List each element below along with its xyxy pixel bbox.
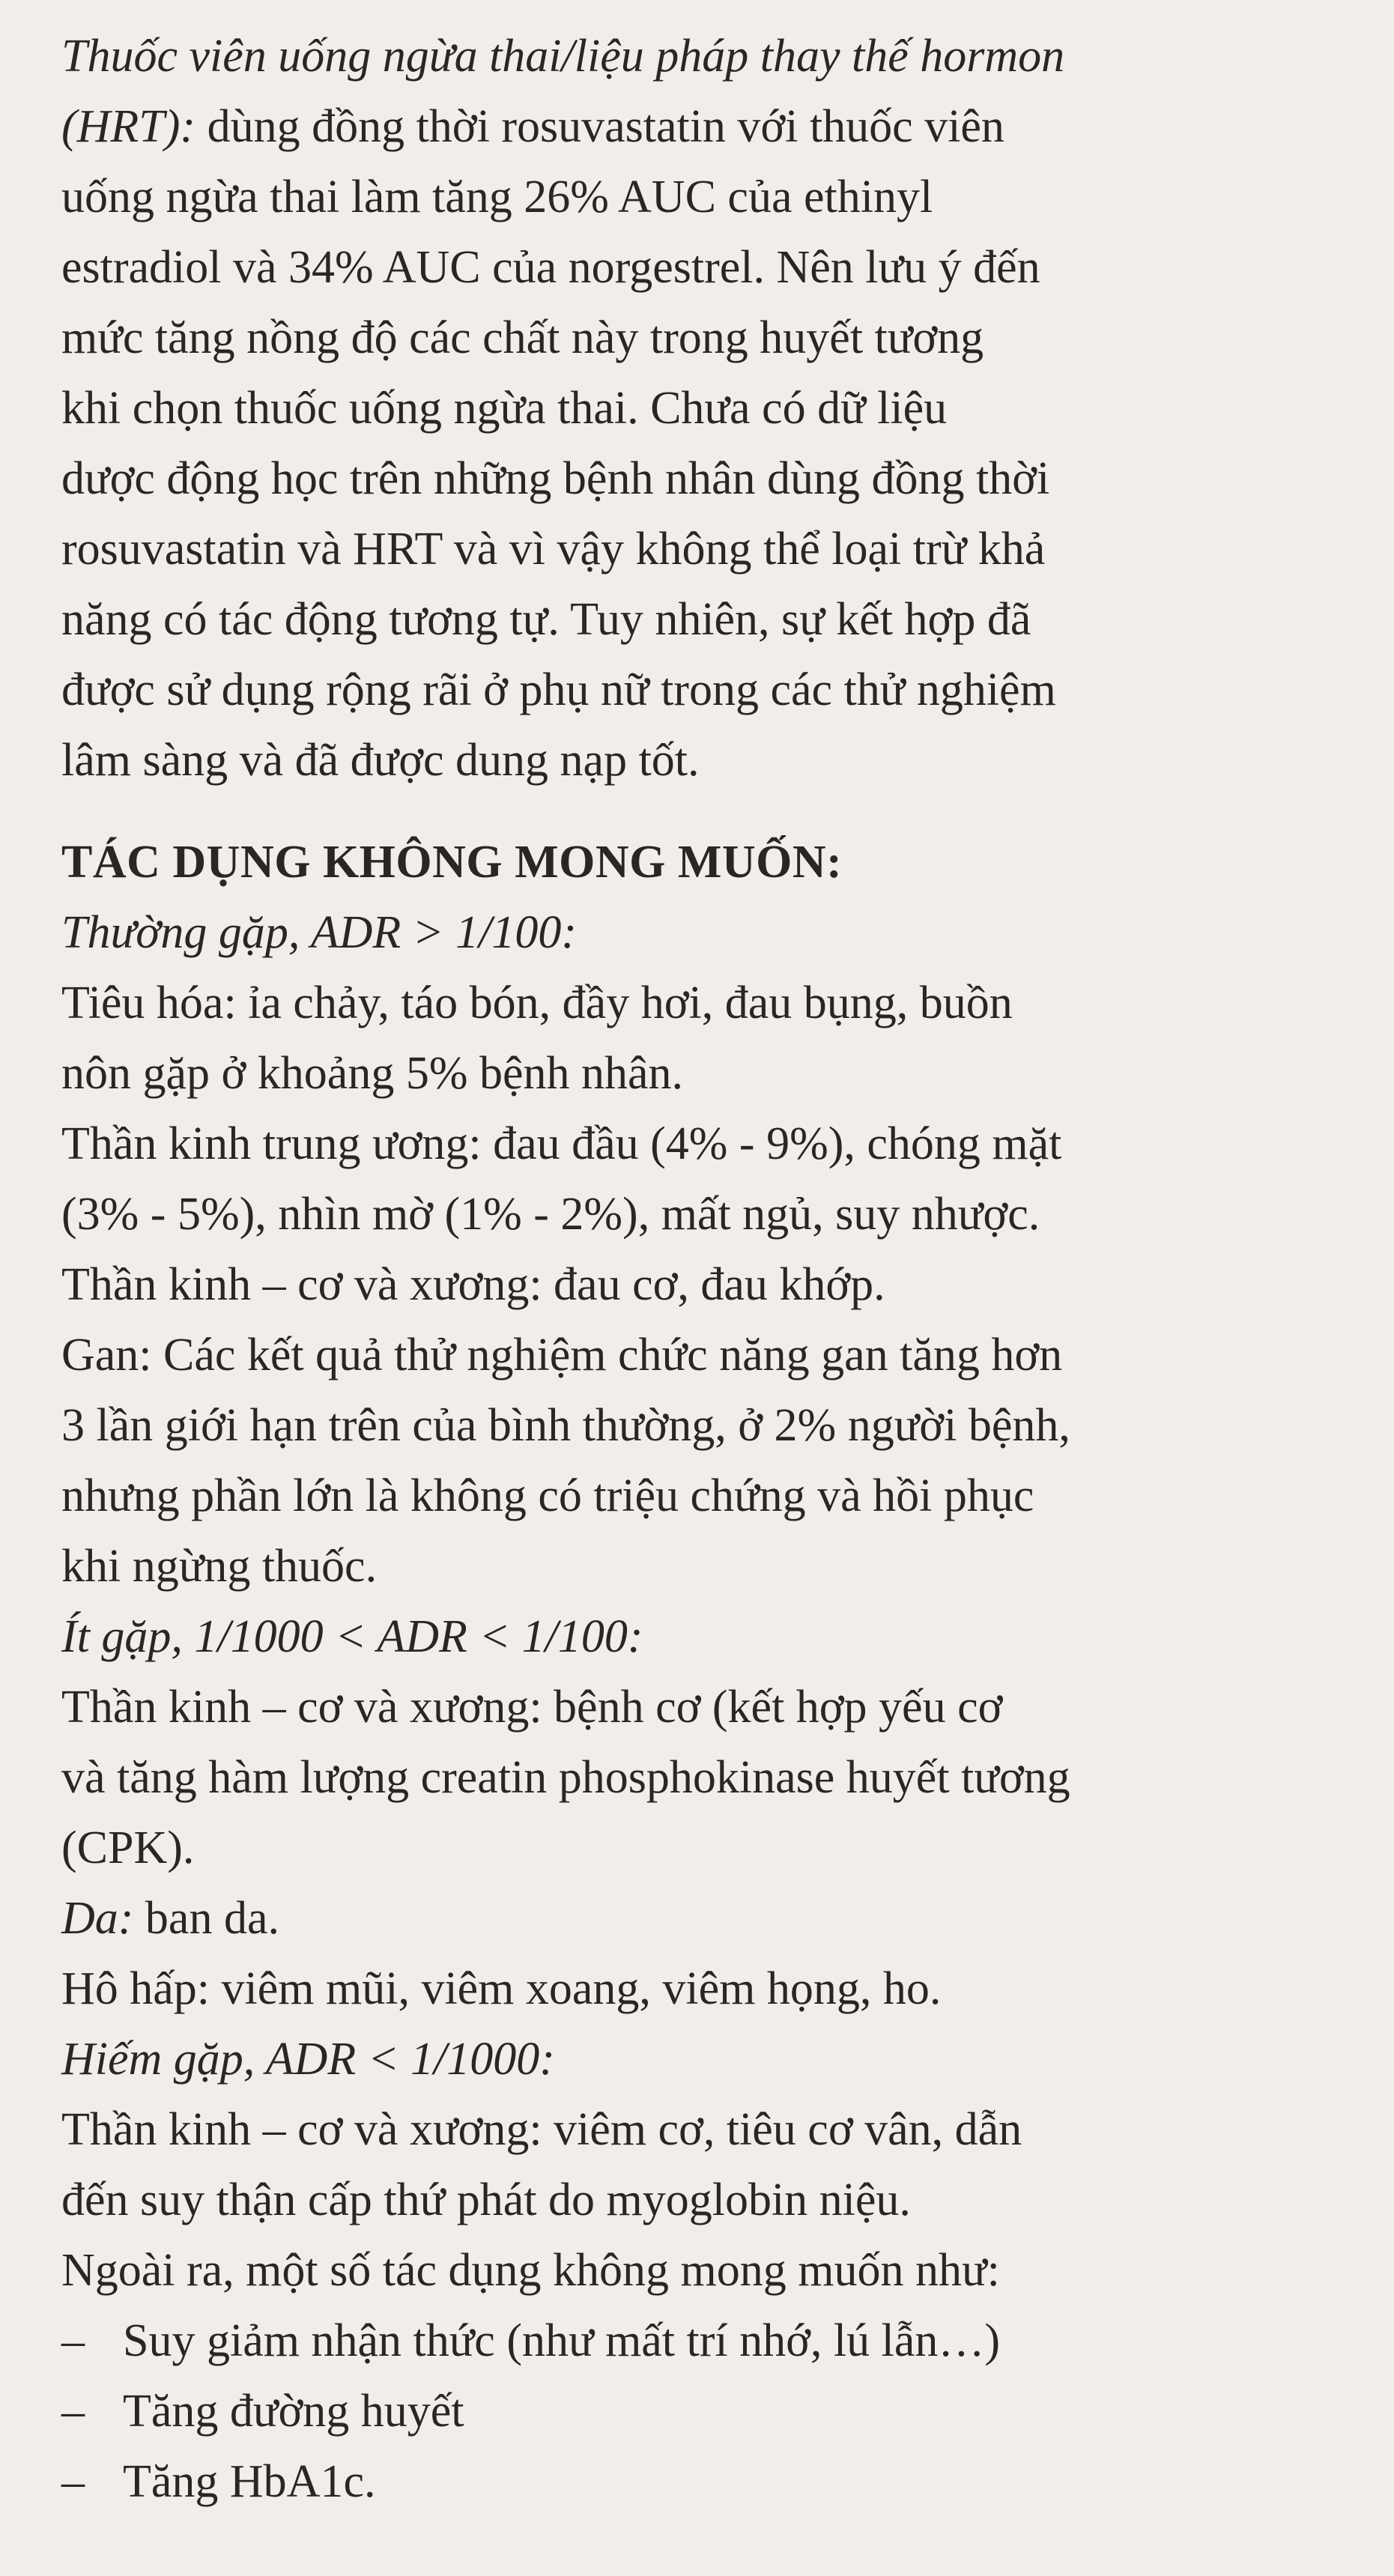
text-line: (CPK). (61, 1822, 195, 1873)
text-line: 3 lần giới hạn trên của bình thường, ở 2% người bệnh, (61, 1400, 1070, 1451)
list-item (61, 2306, 1380, 2376)
text-line (61, 91, 1380, 162)
text-line: và tăng hàm lượng creatin phosphokinase huyết tương (61, 1752, 1070, 1803)
text-line: (3% - 5%), nhìn mờ (1% - 2%), mất ngủ, suy nhược. (61, 1189, 1040, 1240)
text-line: Thần kinh – cơ và xương: bệnh cơ (kết hợp yếu cơ (61, 1682, 1003, 1733)
text-line: dược động học trên những bệnh nhân dùng đồng thời (61, 453, 1050, 504)
text-line: Thần kinh – cơ và xương: đau cơ, đau khớp. (61, 1259, 885, 1310)
text-line: lâm sàng và đã được dung nạp tốt. (61, 735, 700, 786)
text-line: uống ngừa thai làm tăng 26% AUC của ethinyl (61, 172, 933, 222)
section-heading: TÁC DỤNG KHÔNG MONG MUỐN: (61, 837, 843, 888)
text-line: khi ngừng thuốc. (61, 1541, 378, 1592)
text-line: Thần kinh trung ương: đau đầu (4% - 9%), chóng mặt (61, 1118, 1062, 1169)
subsection-title-common: Thường gặp, ADR > 1/100: (61, 907, 577, 958)
text-line: đến suy thận cấp thứ phát do myoglobin niệu. (61, 2175, 911, 2225)
dash-marker: – (61, 2315, 85, 2366)
list-item (61, 2446, 1380, 2517)
text-line: được sử dụng rộng rãi ở phụ nữ trong các thử nghiệm (61, 664, 1056, 715)
document-page (61, 21, 1380, 2517)
text-run: dùng đồng thời rosuvastatin với thuốc viên (196, 101, 1004, 152)
text-line: estradiol và 34% AUC của norgestrel. Nên lưu ý đến (61, 242, 1040, 293)
text-line: Tiêu hóa: ỉa chảy, táo bón, đầy hơi, đau bụng, buồn (61, 978, 1013, 1028)
text-line: Thần kinh – cơ và xương: viêm cơ, tiêu cơ vân, dẫn (61, 2104, 1022, 2155)
text-run: ban da. (133, 1893, 279, 1944)
text-line: nhưng phần lớn là không có triệu chứng và hồi phục (61, 1470, 1034, 1521)
list-item-text: Tăng đường huyết (123, 2386, 464, 2437)
text-line: năng có tác động tương tự. Tuy nhiên, sự kết hợp đã (61, 594, 1031, 645)
italic-term: (HRT): (61, 101, 196, 152)
text-line: nôn gặp ở khoảng 5% bệnh nhân. (61, 1048, 684, 1099)
text-line: Thuốc viên uống ngừa thai/liệu pháp thay thế hormon (61, 31, 1065, 82)
dash-marker: – (61, 2456, 85, 2507)
list-item (61, 2376, 1380, 2446)
text-line: mức tăng nồng độ các chất này trong huyết tương (61, 312, 984, 363)
italic-term: Da: (61, 1893, 134, 1944)
list-item-text: Tăng HbA1c. (123, 2456, 376, 2507)
text-line: Ngoài ra, một số tác dụng không mong muốn như: (61, 2245, 1000, 2296)
text-line: khi chọn thuốc uống ngừa thai. Chưa có dữ liệu (61, 383, 948, 434)
dash-marker: – (61, 2386, 85, 2437)
subsection-title-uncommon: Ít gặp, 1/1000 < ADR < 1/100: (61, 1611, 643, 1662)
text-line: Hô hấp: viêm mũi, viêm xoang, viêm họng, ho. (61, 1963, 942, 2014)
text-line (61, 1883, 1380, 1954)
text-line: Gan: Các kết quả thử nghiệm chức năng gan tăng hơn (61, 1330, 1063, 1381)
list-item-text: Suy giảm nhận thức (như mất trí nhớ, lú lẫn…) (123, 2315, 1001, 2366)
text-line: rosuvastatin và HRT và vì vậy không thể loại trừ khả (61, 524, 1046, 575)
subsection-title-rare: Hiếm gặp, ADR < 1/1000: (61, 2034, 555, 2085)
